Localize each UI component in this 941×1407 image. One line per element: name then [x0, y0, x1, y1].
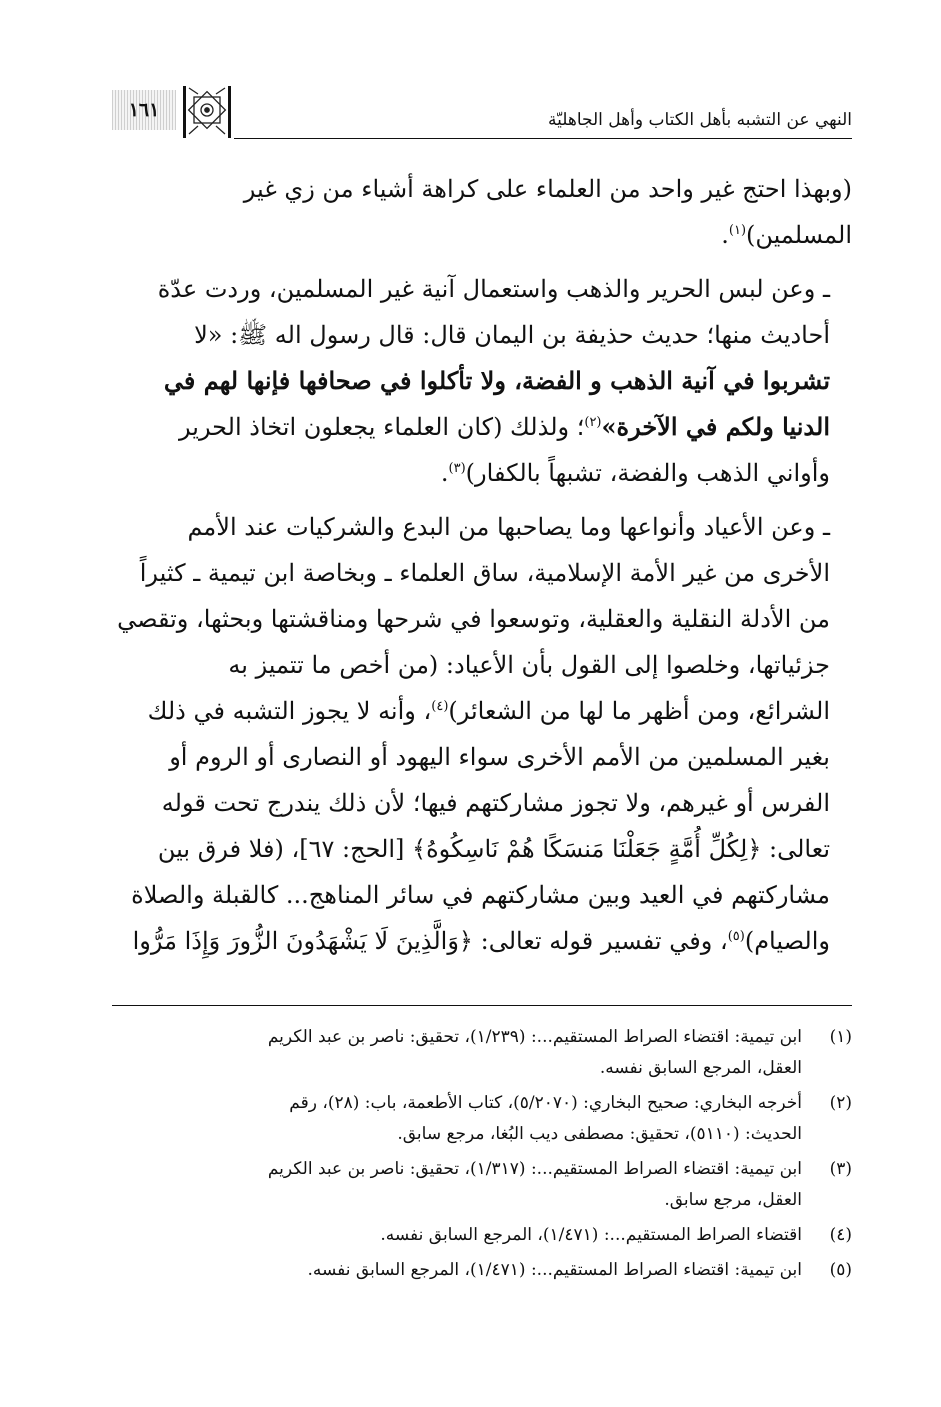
footnote-4 — [112, 1220, 852, 1251]
footnote-line: اقتضاء الصراط المستقيم...: (١/٤٧١)، المرجع السابق نفسه. — [380, 1225, 802, 1245]
footnote-2 — [112, 1088, 852, 1150]
paragraph-3 — [112, 504, 852, 964]
text-line: (وبهذا احتج غير واحد من العلماء على كراهة أشياء من زي غير — [243, 175, 852, 203]
footnote-3 — [112, 1154, 852, 1216]
text-line — [112, 212, 852, 258]
text-line: أحاديث منها؛ حديث حذيفة بن اليمان قال: قال رسول اله ﷺ: «لا — [194, 321, 830, 349]
footnote-ref-2[interactable]: (٢) — [584, 415, 602, 430]
paragraph-2 — [112, 266, 852, 496]
footnote-number: (٣) — [829, 1159, 852, 1179]
page-number: ١٦١ — [128, 99, 160, 121]
text-line: جزئياتها، وخلصوا إلى القول بأن الأعياد: (من أخص ما تتميز به — [228, 651, 830, 679]
footnote-5 — [112, 1255, 852, 1286]
text-span: . — [440, 459, 449, 487]
ornament-icon — [180, 84, 234, 138]
footnote-line: العقل، مرجع سابق. — [664, 1190, 802, 1210]
footnote-ref-1[interactable]: (١) — [728, 223, 747, 238]
footnote-line: ابن تيمية: اقتضاء الصراط المستقيم...: (١/٣١٧)، تحقيق: ناصر بن عبد الكريم — [267, 1159, 802, 1179]
footnote-ref-4[interactable]: (٤) — [431, 699, 449, 714]
footnote-number: (١) — [829, 1027, 852, 1047]
text-line — [112, 688, 852, 734]
header-title: النهي عن التشبه بأهل الكتاب وأهل الجاهليّة — [547, 110, 852, 130]
text-span: المسلمين) — [746, 221, 852, 249]
text-line: من الأدلة النقلية والعقلية، وتوسعوا في شرحها ومناقشتها وبحثها، وتقصي — [117, 605, 830, 633]
footnote-ref-3[interactable]: (٣) — [448, 461, 466, 476]
footnote-line: العقل، المرجع السابق نفسه. — [599, 1058, 802, 1078]
footnote-ref-5[interactable]: (٥) — [727, 929, 745, 944]
running-header — [112, 84, 852, 140]
text-span: الدنيا ولكم في الآخرة» — [601, 412, 830, 441]
footnote-number: (٥) — [829, 1260, 852, 1280]
main-text — [112, 166, 852, 964]
footnote-number: (٤) — [829, 1225, 852, 1245]
text-line: بغير المسلمين من الأمم الأخرى سواء اليهود أو النصارى أو الروم أو — [169, 743, 830, 771]
footnote-number: (٢) — [829, 1093, 852, 1113]
text-span: ، وأنه لا يجوز التشبه في ذلك — [147, 697, 432, 725]
page-number-box — [112, 90, 176, 130]
footnote-line: ابن تيمية: اقتضاء الصراط المستقيم...: (١/٢٣٩)، تحقيق: ناصر بن عبد الكريم — [267, 1027, 802, 1047]
text-line: تعالى: ﴿لِكُلِّ أُمَّةٍ جَعَلْنَا مَنسَكًا هُمْ نَاسِكُوهُ﴾ [الحج: ٦٧]، (فلا فرق بين — [157, 835, 830, 863]
text-line: الأخرى من غير الأمة الإسلامية، ساق العلماء ـ وبخاصة ابن تيمية ـ كثيراً — [139, 559, 830, 587]
text-span: ؛ ولذلك (كان العلماء يجعلون اتخاذ الحرير — [179, 413, 585, 441]
text-line — [112, 450, 852, 496]
header-rule — [234, 138, 852, 139]
paragraph-1 — [112, 166, 852, 258]
text-line — [112, 404, 852, 450]
footnote-separator — [112, 1005, 852, 1006]
footnote-line: ابن تيمية: اقتضاء الصراط المستقيم...: (١/٤٧١)، المرجع السابق نفسه. — [307, 1260, 802, 1280]
text-line — [112, 918, 852, 964]
footnote-1 — [112, 1022, 852, 1084]
text-line: تشربوا في آنية الذهب و الفضة، ولا تأكلوا في صحافها فإنها لهم في — [163, 366, 830, 395]
text-line: ـ وعن لبس الحرير والذهب واستعمال آنية غير المسلمين، وردت عدّة — [157, 275, 830, 303]
footnote-line: أخرجه البخاري: صحيح البخاري: (٥/٢٠٧٠)، كتاب الأطعمة، باب: (٢٨)، رقم — [289, 1093, 802, 1113]
text-span: ، وفي تفسير قوله تعالى: ﴿وَالَّذِينَ لَا يَشْهَدُونَ الزُّورَ وَإِذَا مَرُّوا — [132, 927, 728, 955]
text-span: وأواني الذهب والفضة، تشبهاً بالكفار) — [465, 459, 830, 487]
text-line: مشاركتهم في العيد وبين مشاركتهم في سائر المناهج... كالقبلة والصلاة — [131, 881, 830, 909]
footnotes — [112, 1022, 852, 1290]
text-span: . — [721, 221, 729, 249]
text-line: الفرس أو غيرهم، ولا تجوز مشاركتهم فيها؛ لأن ذلك يندرج تحت قوله — [161, 789, 830, 817]
text-span: والصيام) — [744, 927, 830, 955]
text-span: الشرائع، ومن أظهر ما لها من الشعائر) — [448, 697, 830, 725]
text-line: ـ وعن الأعياد وأنواعها وما يصاحبها من البدع والشركيات عند الأمم — [187, 513, 830, 541]
footnote-line: الحديث: (٥١١٠)، تحقيق: مصطفى ديب البُغا، مرجع سابق. — [397, 1124, 802, 1144]
